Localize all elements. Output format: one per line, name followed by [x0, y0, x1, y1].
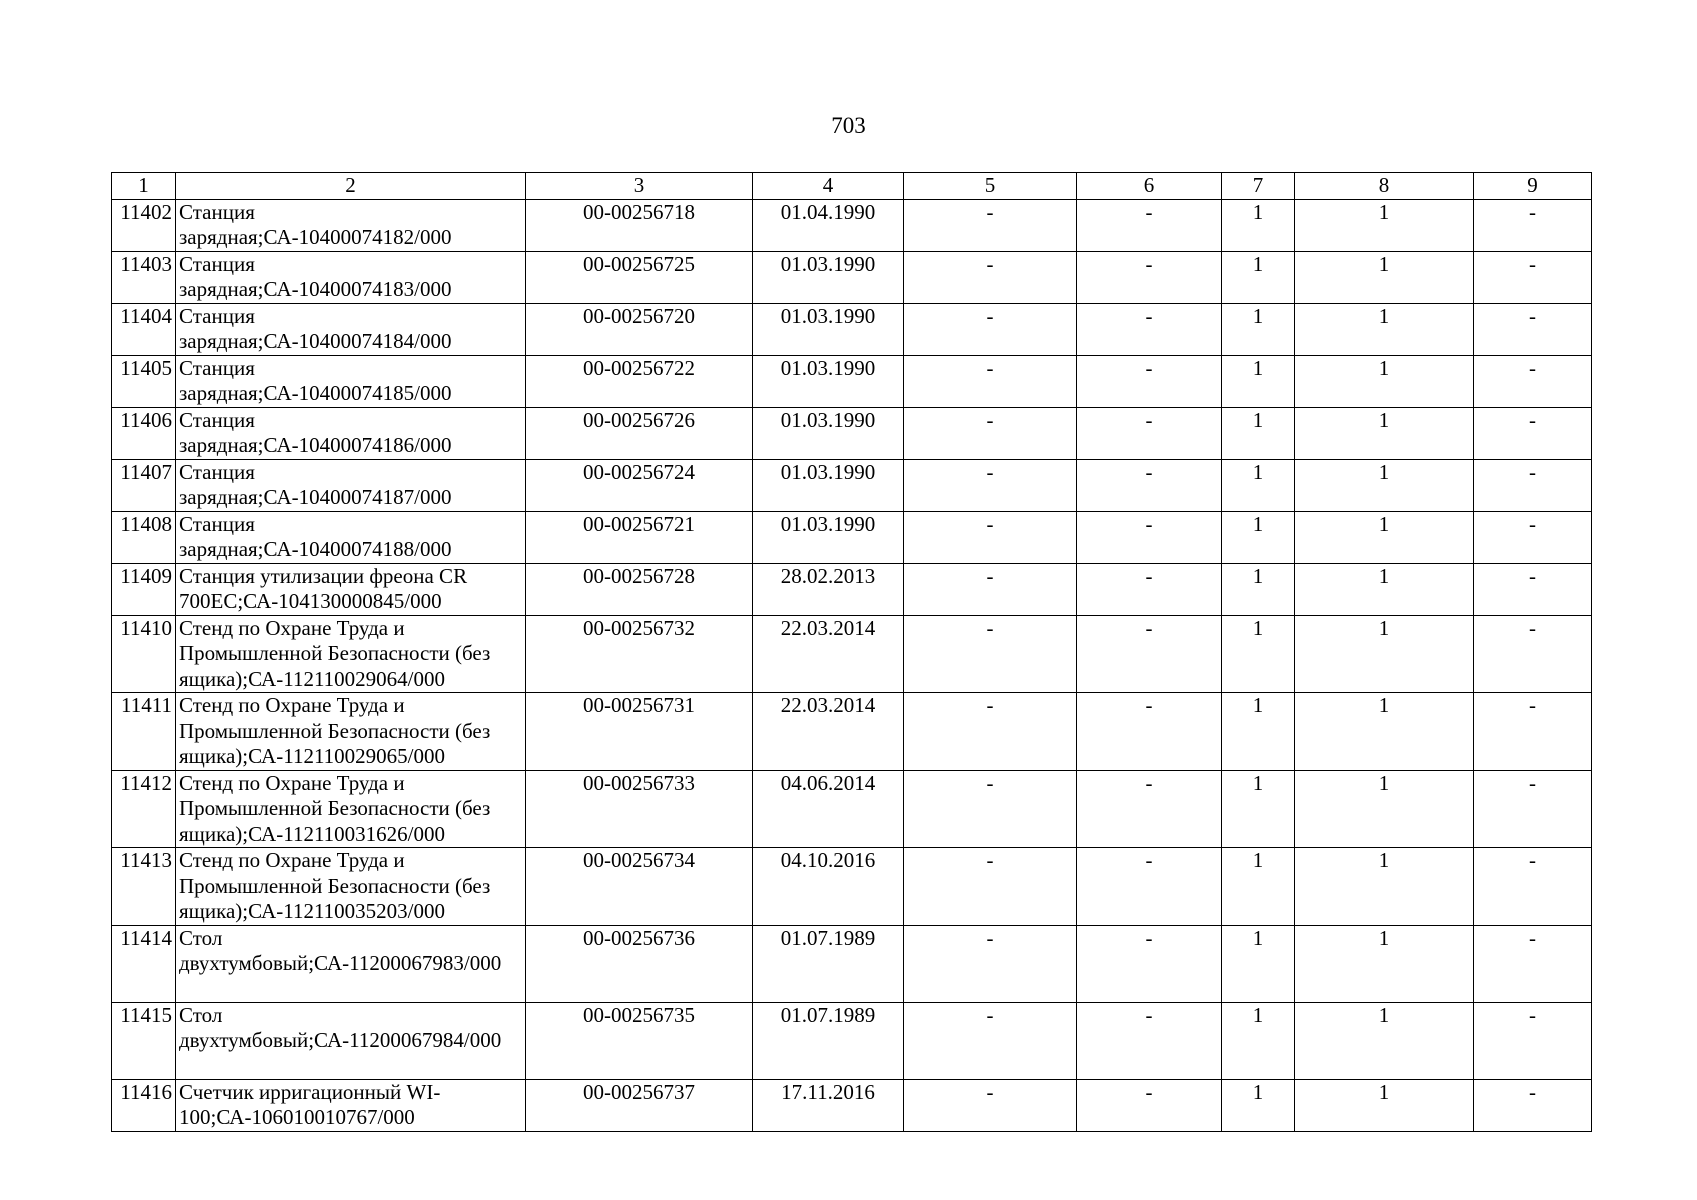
column-9-value: - — [1474, 848, 1592, 926]
column-7-value: 1 — [1222, 511, 1295, 563]
commission-date: 28.02.2013 — [753, 563, 904, 615]
header-row — [112, 173, 1592, 200]
row-number: 11411 — [112, 693, 176, 771]
asset-name: Счетчик ирригационный WI-100;СА-106010010767/000 — [176, 1079, 526, 1131]
column-header: 3 — [526, 173, 753, 200]
row-number: 11407 — [112, 459, 176, 511]
column-5-value: - — [904, 407, 1077, 459]
table-row — [112, 303, 1592, 355]
column-9-value: - — [1474, 355, 1592, 407]
column-5-value: - — [904, 511, 1077, 563]
column-header: 2 — [176, 173, 526, 200]
column-5-value: - — [904, 199, 1077, 251]
column-8-value: 1 — [1295, 615, 1474, 693]
table-row — [112, 1079, 1592, 1131]
column-header: 5 — [904, 173, 1077, 200]
column-9-value: - — [1474, 925, 1592, 1002]
table-row — [112, 563, 1592, 615]
table-body — [112, 199, 1592, 1131]
asset-name: Станция зарядная;СА-10400074185/000 — [176, 355, 526, 407]
row-number: 11412 — [112, 770, 176, 848]
table-row — [112, 511, 1592, 563]
column-7-value: 1 — [1222, 1079, 1295, 1131]
inventory-number: 00-00256737 — [526, 1079, 753, 1131]
column-5-value: - — [904, 693, 1077, 771]
commission-date: 04.10.2016 — [753, 848, 904, 926]
table-row — [112, 459, 1592, 511]
column-6-value: - — [1077, 1079, 1222, 1131]
column-9-value: - — [1474, 459, 1592, 511]
column-7-value: 1 — [1222, 459, 1295, 511]
row-number: 11408 — [112, 511, 176, 563]
column-header: 6 — [1077, 173, 1222, 200]
column-6-value: - — [1077, 511, 1222, 563]
column-7-value: 1 — [1222, 770, 1295, 848]
column-8-value: 1 — [1295, 563, 1474, 615]
asset-name: Станция зарядная;СА-10400074182/000 — [176, 199, 526, 251]
commission-date: 01.07.1989 — [753, 925, 904, 1002]
column-5-value: - — [904, 563, 1077, 615]
row-number: 11409 — [112, 563, 176, 615]
inventory-number: 00-00256735 — [526, 1002, 753, 1079]
column-6-value: - — [1077, 615, 1222, 693]
page-number: 703 — [831, 113, 866, 138]
column-9-value: - — [1474, 407, 1592, 459]
row-number: 11413 — [112, 848, 176, 926]
commission-date: 17.11.2016 — [753, 1079, 904, 1131]
commission-date: 22.03.2014 — [753, 693, 904, 771]
inventory-number: 00-00256721 — [526, 511, 753, 563]
column-6-value: - — [1077, 1002, 1222, 1079]
column-7-value: 1 — [1222, 199, 1295, 251]
column-5-value: - — [904, 1002, 1077, 1079]
column-6-value: - — [1077, 355, 1222, 407]
row-number: 11405 — [112, 355, 176, 407]
column-6-value: - — [1077, 459, 1222, 511]
column-7-value: 1 — [1222, 251, 1295, 303]
commission-date: 01.03.1990 — [753, 407, 904, 459]
column-6-value: - — [1077, 770, 1222, 848]
column-5-value: - — [904, 1079, 1077, 1131]
inventory-number: 00-00256734 — [526, 848, 753, 926]
column-7-value: 1 — [1222, 303, 1295, 355]
column-5-value: - — [904, 355, 1077, 407]
column-8-value: 1 — [1295, 303, 1474, 355]
column-9-value: - — [1474, 770, 1592, 848]
column-5-value: - — [904, 615, 1077, 693]
row-number: 11414 — [112, 925, 176, 1002]
column-9-value: - — [1474, 511, 1592, 563]
column-8-value: 1 — [1295, 848, 1474, 926]
commission-date: 01.07.1989 — [753, 1002, 904, 1079]
inventory-number: 00-00256722 — [526, 355, 753, 407]
column-7-value: 1 — [1222, 1002, 1295, 1079]
table-row — [112, 1002, 1592, 1079]
inventory-number: 00-00256732 — [526, 615, 753, 693]
column-8-value: 1 — [1295, 1079, 1474, 1131]
column-7-value: 1 — [1222, 355, 1295, 407]
commission-date: 22.03.2014 — [753, 615, 904, 693]
asset-name: Стенд по Охране Труда и Промышленной Безопасности (без ящика);СА-112110035203/000 — [176, 848, 526, 926]
column-8-value: 1 — [1295, 459, 1474, 511]
asset-name: Стол двухтумбовый;СА-11200067984/000 — [176, 1002, 526, 1079]
table-row — [112, 251, 1592, 303]
column-6-value: - — [1077, 848, 1222, 926]
column-9-value: - — [1474, 1079, 1592, 1131]
table-row — [112, 925, 1592, 1002]
row-number: 11416 — [112, 1079, 176, 1131]
column-5-value: - — [904, 848, 1077, 926]
asset-name: Станция зарядная;СА-10400074184/000 — [176, 303, 526, 355]
column-9-value: - — [1474, 303, 1592, 355]
column-7-value: 1 — [1222, 615, 1295, 693]
asset-name: Станция зарядная;СА-10400074186/000 — [176, 407, 526, 459]
table-row — [112, 770, 1592, 848]
row-number: 11402 — [112, 199, 176, 251]
column-7-value: 1 — [1222, 407, 1295, 459]
asset-register-table — [111, 172, 1592, 1132]
column-6-value: - — [1077, 925, 1222, 1002]
column-7-value: 1 — [1222, 693, 1295, 771]
column-8-value: 1 — [1295, 511, 1474, 563]
table-row — [112, 407, 1592, 459]
row-number: 11403 — [112, 251, 176, 303]
asset-name: Станция зарядная;СА-10400074183/000 — [176, 251, 526, 303]
column-8-value: 1 — [1295, 925, 1474, 1002]
column-6-value: - — [1077, 563, 1222, 615]
asset-name: Станция зарядная;СА-10400074188/000 — [176, 511, 526, 563]
table-row — [112, 615, 1592, 693]
commission-date: 01.03.1990 — [753, 303, 904, 355]
inventory-number: 00-00256718 — [526, 199, 753, 251]
column-8-value: 1 — [1295, 199, 1474, 251]
table-row — [112, 693, 1592, 771]
column-8-value: 1 — [1295, 407, 1474, 459]
inventory-number: 00-00256720 — [526, 303, 753, 355]
column-6-value: - — [1077, 407, 1222, 459]
row-number: 11410 — [112, 615, 176, 693]
column-8-value: 1 — [1295, 1002, 1474, 1079]
commission-date: 01.03.1990 — [753, 459, 904, 511]
asset-name: Станция утилизации фреона CR 700EC;СА-104130000845/000 — [176, 563, 526, 615]
inventory-number: 00-00256726 — [526, 407, 753, 459]
table-row — [112, 199, 1592, 251]
commission-date: 01.04.1990 — [753, 199, 904, 251]
column-header: 1 — [112, 173, 176, 200]
column-7-value: 1 — [1222, 925, 1295, 1002]
column-9-value: - — [1474, 563, 1592, 615]
asset-name: Стол двухтумбовый;СА-11200067983/000 — [176, 925, 526, 1002]
inventory-number: 00-00256724 — [526, 459, 753, 511]
row-number: 11415 — [112, 1002, 176, 1079]
column-6-value: - — [1077, 251, 1222, 303]
commission-date: 04.06.2014 — [753, 770, 904, 848]
inventory-number: 00-00256731 — [526, 693, 753, 771]
inventory-number: 00-00256736 — [526, 925, 753, 1002]
column-5-value: - — [904, 303, 1077, 355]
commission-date: 01.03.1990 — [753, 251, 904, 303]
column-5-value: - — [904, 925, 1077, 1002]
column-9-value: - — [1474, 1002, 1592, 1079]
asset-name: Стенд по Охране Труда и Промышленной Безопасности (без ящика);СА-112110031626/000 — [176, 770, 526, 848]
table-row — [112, 848, 1592, 926]
column-header: 8 — [1295, 173, 1474, 200]
row-number: 11404 — [112, 303, 176, 355]
asset-name: Станция зарядная;СА-10400074187/000 — [176, 459, 526, 511]
column-9-value: - — [1474, 251, 1592, 303]
column-7-value: 1 — [1222, 848, 1295, 926]
column-6-value: - — [1077, 199, 1222, 251]
asset-name: Стенд по Охране Труда и Промышленной Безопасности (без ящика);СА-112110029064/000 — [176, 615, 526, 693]
inventory-number: 00-00256725 — [526, 251, 753, 303]
commission-date: 01.03.1990 — [753, 511, 904, 563]
asset-name: Стенд по Охране Труда и Промышленной Безопасности (без ящика);СА-112110029065/000 — [176, 693, 526, 771]
inventory-number: 00-00256728 — [526, 563, 753, 615]
column-9-value: - — [1474, 615, 1592, 693]
column-9-value: - — [1474, 199, 1592, 251]
column-8-value: 1 — [1295, 251, 1474, 303]
column-6-value: - — [1077, 303, 1222, 355]
column-8-value: 1 — [1295, 355, 1474, 407]
column-8-value: 1 — [1295, 693, 1474, 771]
column-header: 4 — [753, 173, 904, 200]
column-6-value: - — [1077, 693, 1222, 771]
column-8-value: 1 — [1295, 770, 1474, 848]
column-5-value: - — [904, 770, 1077, 848]
inventory-number: 00-00256733 — [526, 770, 753, 848]
table-row — [112, 355, 1592, 407]
column-header: 9 — [1474, 173, 1592, 200]
column-9-value: - — [1474, 693, 1592, 771]
commission-date: 01.03.1990 — [753, 355, 904, 407]
row-number: 11406 — [112, 407, 176, 459]
column-7-value: 1 — [1222, 563, 1295, 615]
column-header: 7 — [1222, 173, 1295, 200]
column-5-value: - — [904, 251, 1077, 303]
column-5-value: - — [904, 459, 1077, 511]
